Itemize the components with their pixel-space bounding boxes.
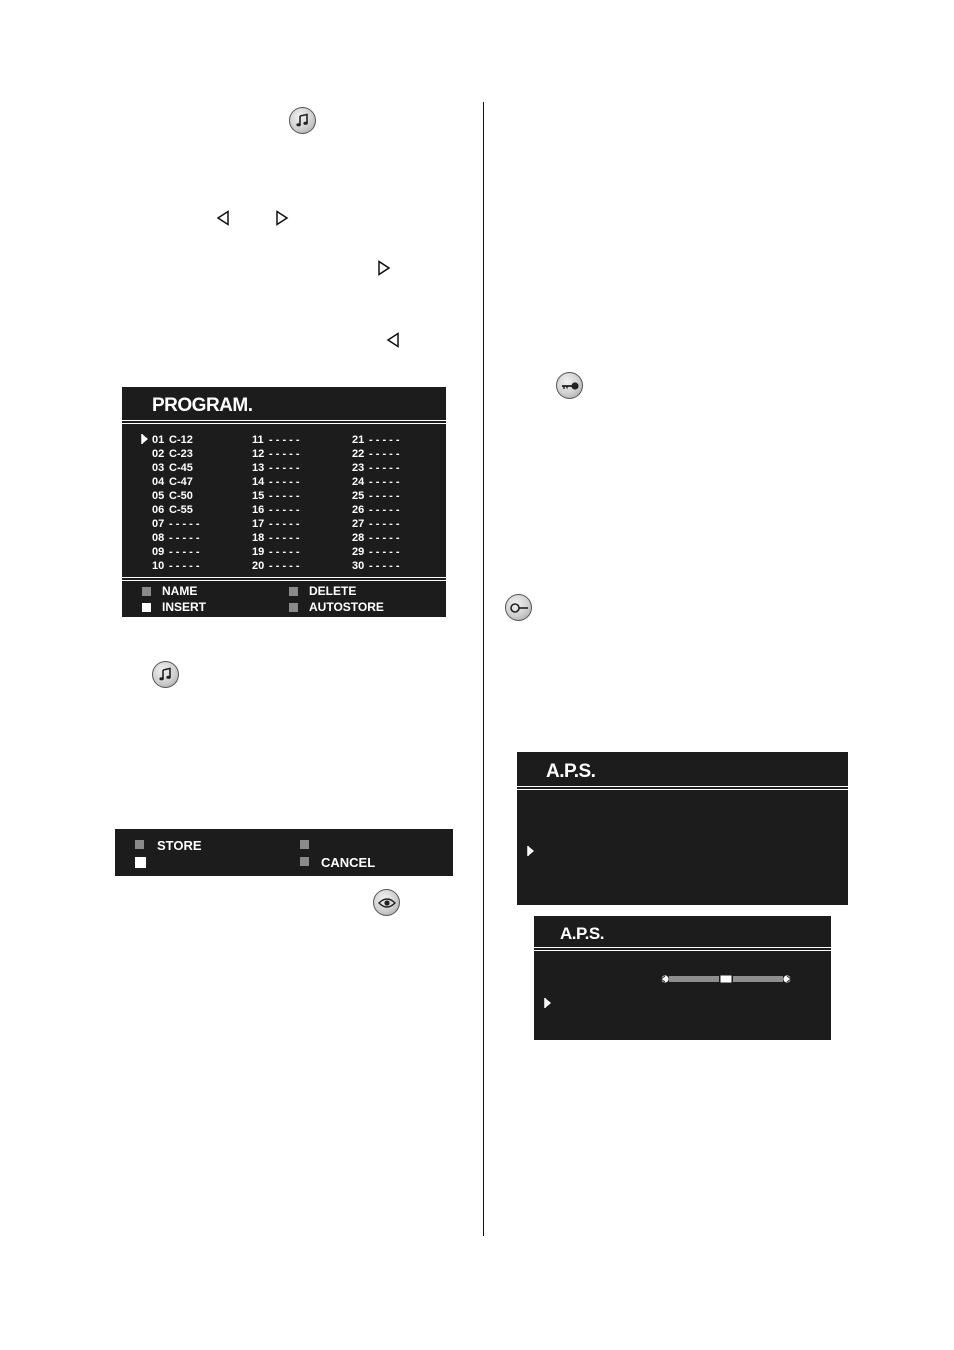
program-number: 17 [252, 518, 265, 530]
program-name: - - - - - [269, 448, 300, 460]
slider-knob [720, 975, 732, 983]
column-divider [483, 102, 484, 1236]
program-number: 02 [152, 448, 165, 460]
program-name: - - - - - [369, 490, 400, 502]
program-name: - - - - - [369, 546, 400, 558]
program-name: - - - - - [169, 518, 200, 530]
green-key-square [289, 587, 298, 596]
aps-menu-2 [534, 916, 831, 1040]
title-rule [517, 789, 848, 790]
program-row[interactable] [152, 559, 200, 573]
program-name: - - - - - [369, 448, 400, 460]
program-number: 20 [252, 560, 265, 572]
program-row[interactable] [352, 475, 400, 489]
program-row[interactable] [352, 503, 400, 517]
autostore-option[interactable]: AUTOSTORE [309, 600, 384, 614]
program-menu [122, 387, 446, 617]
program-row[interactable] [152, 517, 200, 531]
program-row[interactable] [352, 447, 400, 461]
program-name: - - - - - [169, 532, 200, 544]
program-number: 26 [352, 504, 365, 516]
program-row[interactable] [152, 531, 200, 545]
program-number: 03 [152, 462, 165, 474]
red-key-square [142, 587, 151, 596]
program-number: 08 [152, 532, 165, 544]
program-number: 09 [152, 546, 165, 558]
program-row[interactable] [352, 559, 400, 573]
title-rule [122, 420, 446, 421]
blue-key-square [300, 857, 309, 866]
delete-option[interactable]: DELETE [309, 584, 357, 598]
program-name: - - - - - [269, 504, 300, 516]
red-key-square [135, 840, 144, 849]
program-row[interactable] [152, 433, 193, 447]
green-key-square [300, 840, 309, 849]
program-number: 23 [352, 462, 365, 474]
program-number: 15 [252, 490, 265, 502]
triangle-right-icon [275, 210, 289, 226]
aps-menu-2-title: A.P.S. [560, 924, 604, 943]
program-number: 05 [152, 490, 165, 502]
program-number: 10 [152, 560, 165, 572]
store-cancel-bar [115, 829, 453, 876]
program-name: C-50 [169, 490, 193, 502]
program-name: - - - - - [369, 434, 400, 446]
selection-pointer-icon [544, 997, 552, 1009]
search-progress-slider [660, 972, 792, 986]
program-name: - - - - - [369, 462, 400, 474]
program-row[interactable] [152, 461, 193, 475]
circle-line-icon [505, 594, 532, 621]
music-note-icon [152, 661, 179, 688]
title-rule [517, 786, 848, 787]
program-number: 13 [252, 462, 265, 474]
title-rule [534, 950, 831, 951]
cancel-option[interactable]: CANCEL [321, 855, 376, 870]
program-number: 07 [152, 518, 165, 530]
program-name: C-47 [169, 476, 193, 488]
program-number: 16 [252, 504, 265, 516]
program-number: 28 [352, 532, 365, 544]
yellow-key-square [142, 603, 151, 612]
program-row[interactable] [252, 517, 300, 531]
program-row[interactable] [352, 461, 400, 475]
name-option[interactable]: NAME [162, 584, 198, 598]
program-row[interactable] [352, 545, 400, 559]
program-number: 04 [152, 476, 165, 488]
program-row[interactable] [152, 545, 200, 559]
yellow-key-square [135, 857, 146, 868]
program-name: - - - - - [269, 518, 300, 530]
program-number: 12 [252, 448, 265, 460]
blue-key-square [289, 603, 298, 612]
aps-menu-1 [517, 752, 848, 905]
selection-pointer-icon [527, 845, 535, 857]
program-number: 14 [252, 476, 265, 488]
program-row[interactable] [252, 489, 300, 503]
program-row[interactable] [252, 447, 300, 461]
triangle-right-icon [377, 260, 391, 276]
eye-icon [373, 889, 400, 916]
title-rule [122, 423, 446, 424]
program-row[interactable] [152, 489, 193, 503]
program-row[interactable] [152, 503, 193, 517]
program-name: C-12 [169, 434, 193, 446]
program-menu-title: PROGRAM. [152, 395, 253, 416]
program-name: - - - - - [269, 546, 300, 558]
insert-option[interactable]: INSERT [162, 600, 207, 614]
program-number: 22 [352, 448, 365, 460]
program-number: 06 [152, 504, 165, 516]
program-name: - - - - - [269, 490, 300, 502]
program-name: C-23 [169, 448, 193, 460]
program-name: - - - - - [269, 532, 300, 544]
program-row[interactable] [152, 447, 193, 461]
program-row[interactable] [352, 433, 400, 447]
program-name: - - - - - [169, 546, 200, 558]
program-number: 21 [352, 434, 365, 446]
aps-menu-1-title: A.P.S. [546, 761, 596, 782]
program-number: 27 [352, 518, 365, 530]
footer-rule [122, 580, 446, 581]
program-number: 11 [252, 434, 264, 446]
program-row[interactable] [352, 531, 400, 545]
program-row[interactable] [252, 545, 300, 559]
program-number: 29 [352, 546, 365, 558]
store-option[interactable]: STORE [157, 838, 202, 853]
title-rule [534, 947, 831, 948]
program-name: - - - - - [369, 504, 400, 516]
program-name: - - - - - [269, 462, 300, 474]
program-row[interactable] [252, 475, 300, 489]
triangle-left-icon [216, 210, 230, 226]
selection-pointer-icon [141, 433, 149, 445]
program-number: 01 [152, 434, 165, 446]
program-name: - - - - - [169, 560, 200, 572]
program-row[interactable] [252, 503, 300, 517]
program-name: - - - - - [369, 518, 400, 530]
music-note-icon [289, 107, 316, 134]
program-number: 24 [352, 476, 365, 488]
program-row[interactable] [352, 517, 400, 531]
program-name: - - - - - [269, 560, 300, 572]
program-name: C-45 [169, 462, 193, 474]
program-name: - - - - - [369, 476, 400, 488]
key-icon [556, 372, 583, 399]
program-row[interactable] [252, 531, 300, 545]
program-number: 25 [352, 490, 365, 502]
program-number: 30 [352, 560, 365, 572]
program-row[interactable] [252, 433, 300, 447]
program-name: - - - - - [369, 560, 400, 572]
program-name: - - - - - [369, 532, 400, 544]
program-row[interactable] [352, 489, 400, 503]
program-row[interactable] [252, 461, 300, 475]
triangle-left-icon [386, 332, 400, 348]
program-number: 19 [252, 546, 265, 558]
program-name: - - - - - [269, 476, 300, 488]
program-number: 18 [252, 532, 265, 544]
program-row[interactable] [252, 559, 300, 573]
program-name: - - - - - [269, 434, 300, 446]
program-name: C-55 [169, 504, 193, 516]
footer-rule [122, 577, 446, 578]
program-row[interactable] [152, 475, 193, 489]
